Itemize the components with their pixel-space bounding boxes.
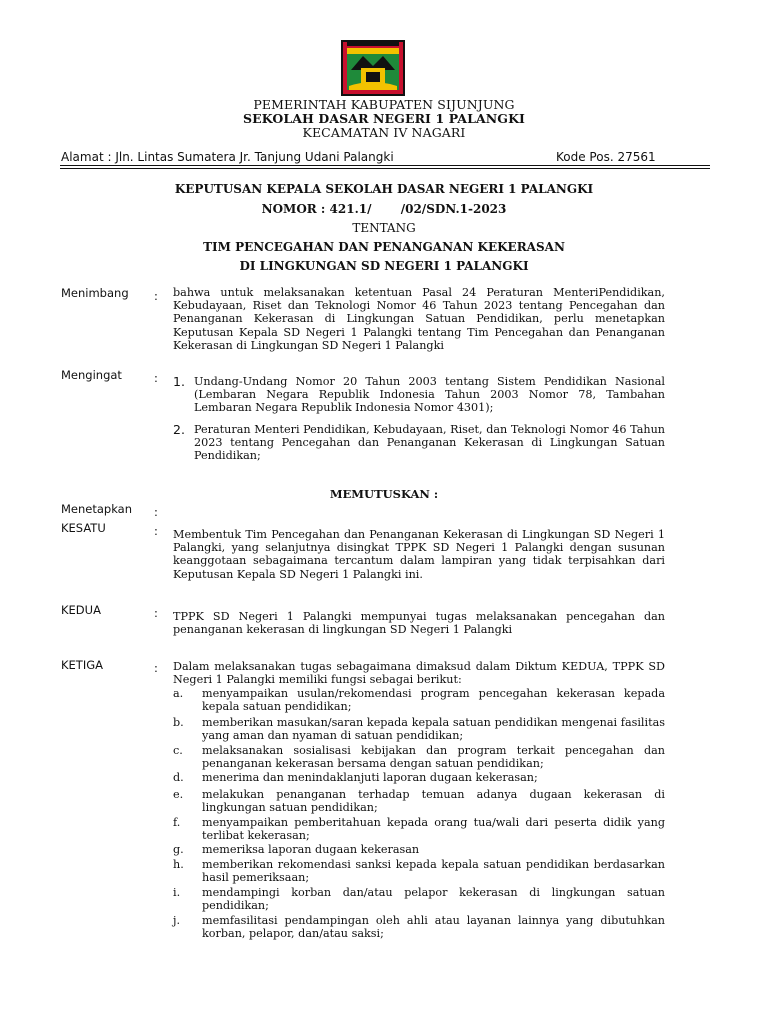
item-marker: f.: [173, 816, 181, 829]
item-text: mendampingi korban dan/atau pelapor kekerasan di lingkungan satuan pendidikan;: [202, 886, 665, 913]
item-marker: d.: [173, 771, 184, 784]
regency-logo: [341, 40, 405, 96]
item-text: melakukan penanganan terhadap temuan adanya dugaan kekerasan di lingkungan satuan pendidikan;: [202, 788, 665, 815]
kedua-text: TPPK SD Negeri 1 Palangki mempunyai tugas melaksanakan pencegahan dan penanganan kekerasan di lingkungan SD Negeri 1 Palangki: [173, 610, 665, 637]
mengingat-item: [173, 423, 665, 463]
item-text: menyampaikan pemberitahuan kepada orang tua/wali dari peserta didik yang terlibat kekerasan;: [202, 816, 665, 843]
item-marker: j.: [173, 914, 181, 927]
ketiga-item: [173, 716, 665, 742]
district-name: KECAMATAN IV NAGARI: [302, 125, 466, 140]
memutuskan-heading: MEMUTUSKAN :: [329, 487, 439, 501]
decree-number: NOMOR : 421.1/ /02/SDN.1-2023: [261, 202, 507, 216]
item-text: menyampaikan usulan/rekomendasi program pencegahan kekerasan kepada kepala satuan pendidikan;: [202, 687, 665, 714]
header-divider: [60, 165, 710, 166]
decree-about: TENTANG: [352, 221, 416, 235]
item-marker: b.: [173, 716, 184, 729]
item-number: 1.: [173, 374, 185, 389]
item-marker: h.: [173, 858, 184, 871]
ketiga-item: [173, 687, 665, 713]
decree-subject-line2: DI LINGKUNGAN SD NEGERI 1 PALANGKI: [239, 259, 529, 273]
item-marker: g.: [173, 843, 184, 856]
ketiga-item: [173, 771, 665, 784]
ketiga-item: [173, 816, 665, 842]
item-text: memfasilitasi pendampingan oleh ahli atau layanan lainnya yang dibutuhkan korban, pelapor, dan/atau saksi;: [202, 914, 665, 941]
item-text: melaksanakan sosialisasi kebijakan dan program terkait pencegahan dan penanganan kekerasan bersama dengan satuan pendidikan;: [202, 744, 665, 771]
item-marker: e.: [173, 788, 184, 801]
kesatu-label: KESATU: [61, 521, 106, 535]
item-marker: i.: [173, 886, 181, 899]
ketiga-item: [173, 744, 665, 770]
ketiga-item: [173, 914, 665, 940]
mengingat-item: [173, 375, 665, 415]
menimbang-text: bahwa untuk melaksanakan ketentuan Pasal 24 Peraturan MenteriPendidikan, Kebudayaan, Riset dan Teknologi Nomor 46 Tahun 2023 tentang Pencegahan dan Penanganan Kekerasan di Lingkungan Satuan Pendidikan, perlu menetapkan Keputusan Kepala SD Negeri 1 Palangki tentang Tim Pencegahan dan Penanganan Kekerasan di Lingkungan SD Negeri 1 Palangki: [173, 286, 665, 352]
kedua-label: KEDUA: [61, 603, 101, 617]
ketiga-colon: :: [154, 661, 158, 675]
item-text: menerima dan menindaklanjuti laporan dugaan kekerasan;: [202, 771, 538, 784]
government-name: PEMERINTAH KABUPATEN SIJUNJUNG: [253, 97, 515, 112]
ketiga-item: [173, 843, 665, 856]
ketiga-label: KETIGA: [61, 658, 104, 672]
item-text: memberikan rekomendasi sanksi kepada kepala satuan pendidikan berdasarkan hasil pemeriksaan;: [202, 858, 665, 885]
school-name: SEKOLAH DASAR NEGERI 1 PALANGKI: [242, 111, 525, 126]
item-text: memeriksa laporan dugaan kekerasan: [202, 843, 420, 856]
item-number: 2.: [173, 422, 185, 437]
menimbang-label: Menimbang: [61, 286, 129, 300]
decree-subject-line1: TIM PENCEGAHAN DAN PENANGANAN KEKERASAN: [203, 240, 565, 254]
kesatu-text: Membentuk Tim Pencegahan dan Penanganan Kekerasan di Lingkungan SD Negeri 1 Palangki, yang selanjutnya disingkat TPPK SD Negeri 1 Palangki dengan susunan keanggotaan sebagaimana tercantum dalam lampiran yang tidak terpisahkan dari Keputusan Kepala SD Negeri 1 Palangki ini.: [173, 528, 665, 581]
kesatu-colon: :: [154, 524, 158, 538]
menetapkan-label: Menetapkan: [61, 502, 133, 516]
item-text: memberikan masukan/saran kepada kepala satuan pendidikan mengenai fasilitas yang aman dan nyaman di satuan pendidikan;: [202, 716, 665, 743]
menetapkan-colon: :: [154, 505, 158, 519]
item-marker: a.: [173, 687, 184, 700]
school-address: Alamat : Jln. Lintas Sumatera Jr. Tanjung Udani Palangki: [61, 150, 394, 164]
mengingat-label: Mengingat: [61, 368, 122, 382]
item-text: Peraturan Menteri Pendidikan, Kebudayaan, Riset, dan Teknologi Nomor 46 Tahun 2023 tentang Pencegahan dan Penanganan Kekerasan di Lingkungan Satuan Pendidikan;: [194, 423, 665, 463]
item-text: Undang-Undang Nomor 20 Tahun 2003 tentang Sistem Pendidikan Nasional (Lembaran Negara Republik Indonesia Tahun 2003 Nomor 78, Tambahan Lembaran Negara Republik Indonesia Nomor 4301);: [194, 375, 665, 415]
ketiga-item: [173, 886, 665, 912]
decree-title: KEPUTUSAN KEPALA SEKOLAH DASAR NEGERI 1 PALANGKI: [174, 182, 594, 196]
ketiga-intro: Dalam melaksanakan tugas sebagaimana dimaksud dalam Diktum KEDUA, TPPK SD Negeri 1 Palangki memiliki fungsi sebagai berikut:: [173, 660, 665, 687]
postal-code: Kode Pos. 27561: [556, 150, 656, 164]
menimbang-colon: :: [154, 289, 158, 303]
header-divider-thin: [60, 168, 710, 169]
mengingat-colon: :: [154, 371, 158, 385]
item-marker: c.: [173, 744, 183, 757]
ketiga-item: [173, 858, 665, 884]
ketiga-item: [173, 788, 665, 814]
kedua-colon: :: [154, 606, 158, 620]
